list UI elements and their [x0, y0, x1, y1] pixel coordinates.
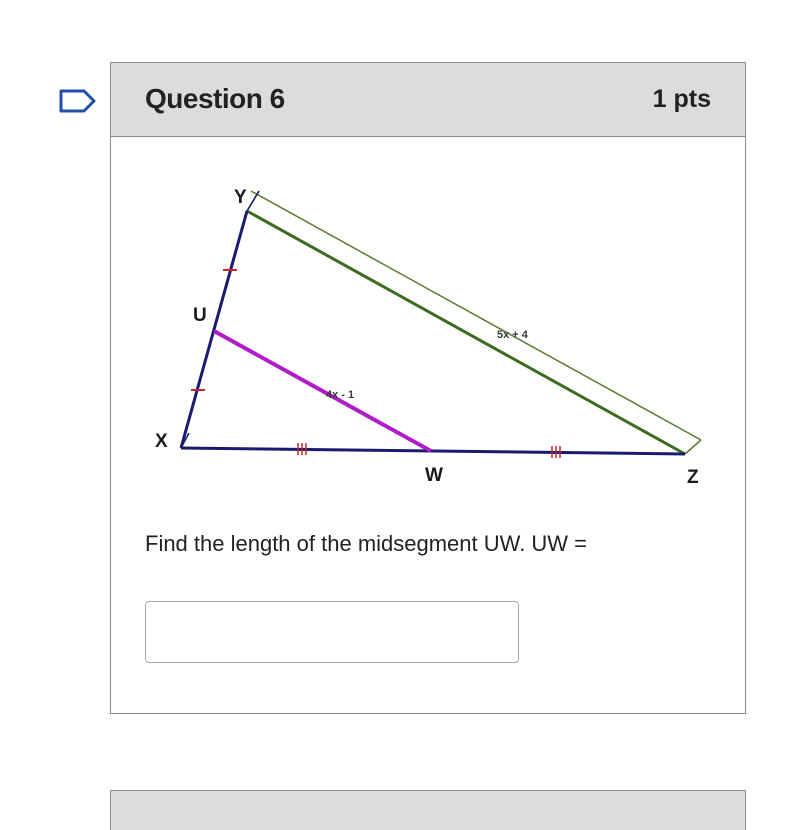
- question-card: [110, 62, 746, 714]
- triangle-diagram: [111, 138, 747, 498]
- question-points: 1 pts: [652, 85, 711, 113]
- side-yz: [247, 211, 685, 454]
- side-xz: [181, 448, 685, 454]
- vertex-label-y: Y: [234, 187, 247, 208]
- side-yz-outer: [251, 191, 701, 440]
- vertex-label-u: U: [193, 305, 207, 326]
- next-question-card: [110, 790, 746, 830]
- side-label-uw: 4x - 1: [326, 389, 355, 401]
- question-title: Question 6: [145, 83, 285, 114]
- flag-icon[interactable]: [58, 88, 98, 114]
- answer-input[interactable]: [145, 601, 519, 663]
- midsegment-uw: [214, 331, 431, 451]
- side-xy-extension: [247, 191, 259, 211]
- question-header: [111, 63, 745, 137]
- vertex-label-x: X: [155, 431, 168, 452]
- side-xy: [181, 211, 247, 448]
- vertex-label-w: W: [425, 465, 443, 486]
- side-label-yz: 5x + 4: [497, 329, 528, 341]
- question-prompt: Find the length of the midsegment UW. UW =: [145, 531, 588, 556]
- side-yz-cap-bottom: [685, 440, 701, 454]
- vertex-label-z: Z: [687, 467, 699, 488]
